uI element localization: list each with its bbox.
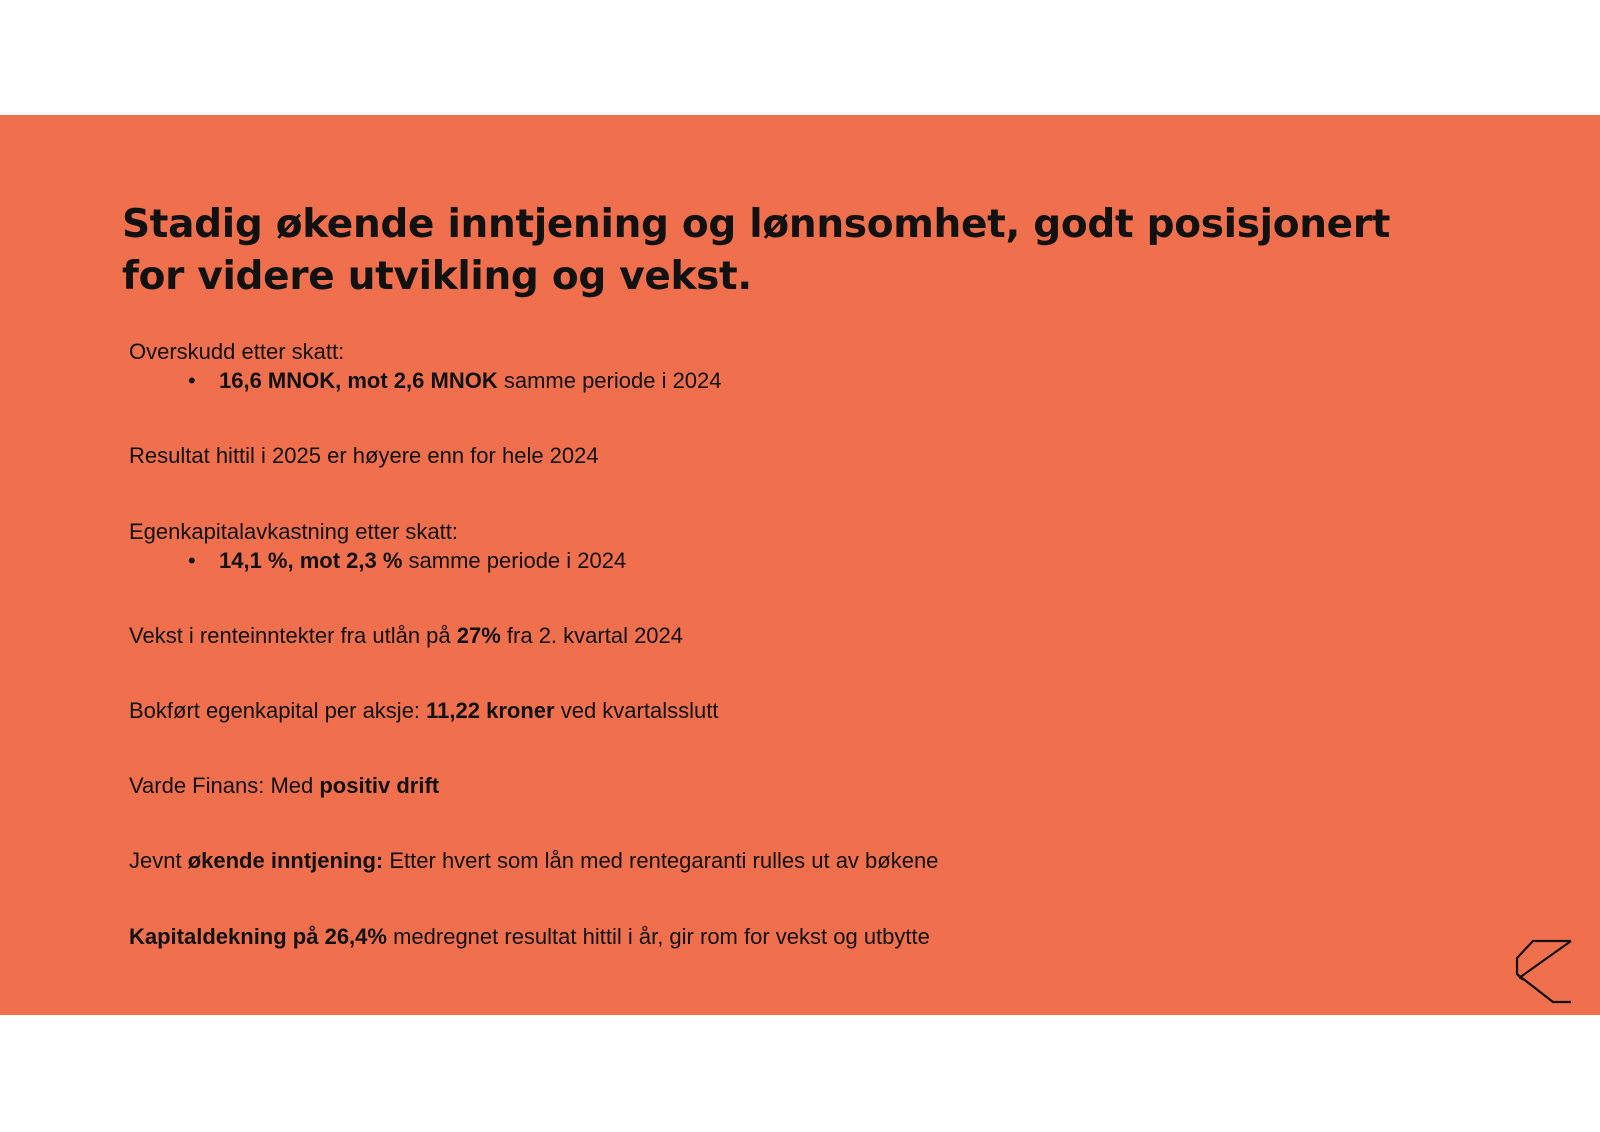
earnings-growth-bold: økende inntjening:: [187, 848, 384, 873]
profit-after-tax-label: Overskudd etter skatt:: [129, 339, 345, 364]
roe-bold: 14,1 %, mot 2,3 %: [219, 548, 403, 573]
roe-label: Egenkapitalavkastning etter skatt:: [129, 519, 458, 544]
interest-income-pre: Vekst i renteinntekter fra utlån på: [129, 623, 457, 648]
result-ytd-text: Resultat hittil i 2025 er høyere enn for hele 2024: [129, 443, 599, 468]
slide-panel: [0, 115, 1600, 1015]
roe-rest: samme periode i 2024: [402, 548, 627, 573]
capital-adequacy-line: [129, 922, 930, 951]
book-equity-pre: Bokført egenkapital per aksje:: [129, 698, 427, 723]
varde-finans-pre: Varde Finans: Med: [129, 773, 320, 798]
profit-after-tax-rest: samme periode i 2024: [497, 368, 722, 393]
varde-finans-line: [129, 771, 439, 800]
capital-adequacy-post: medregnet resultat hittil i år, gir rom for vekst og utbytte: [386, 924, 930, 949]
profit-after-tax-bold: 16,6 MNOK, mot 2,6 MNOK: [219, 368, 498, 393]
slide-title-line-2: for videre utvikling og vekst.: [122, 254, 752, 299]
earnings-growth-pre: Jevnt: [129, 848, 188, 873]
interest-income-growth-line: [129, 621, 683, 650]
interest-income-bold: 27%: [456, 623, 501, 648]
profit-after-tax-block: [129, 337, 722, 395]
result-ytd-line: [129, 441, 599, 470]
bullet-icon: •: [188, 548, 196, 573]
slide-title-line-1: Stadig økende inntjening og lønnsomhet, godt posisjonert: [122, 202, 1391, 247]
bullet-icon: •: [188, 368, 196, 393]
book-equity-post: ved kvartalsslutt: [554, 698, 719, 723]
interest-income-post: fra 2. kvartal 2024: [500, 623, 684, 648]
book-equity-bold: 11,22 kroner: [426, 698, 555, 723]
slide-title: [122, 199, 1422, 303]
varde-finans-bold: positiv drift: [319, 773, 440, 798]
roe-bullet: [129, 546, 626, 575]
earnings-growth-post: Etter hvert som lån med rentegaranti rulles ut av bøkene: [383, 848, 939, 873]
book-equity-per-share-line: [129, 696, 718, 725]
profit-after-tax-bullet: [129, 366, 722, 395]
earnings-growth-line: [129, 846, 938, 875]
chevron-k-logo-icon: [1515, 938, 1573, 1004]
roe-block: [129, 517, 626, 575]
capital-adequacy-bold: Kapitaldekning på 26,4%: [129, 924, 387, 949]
